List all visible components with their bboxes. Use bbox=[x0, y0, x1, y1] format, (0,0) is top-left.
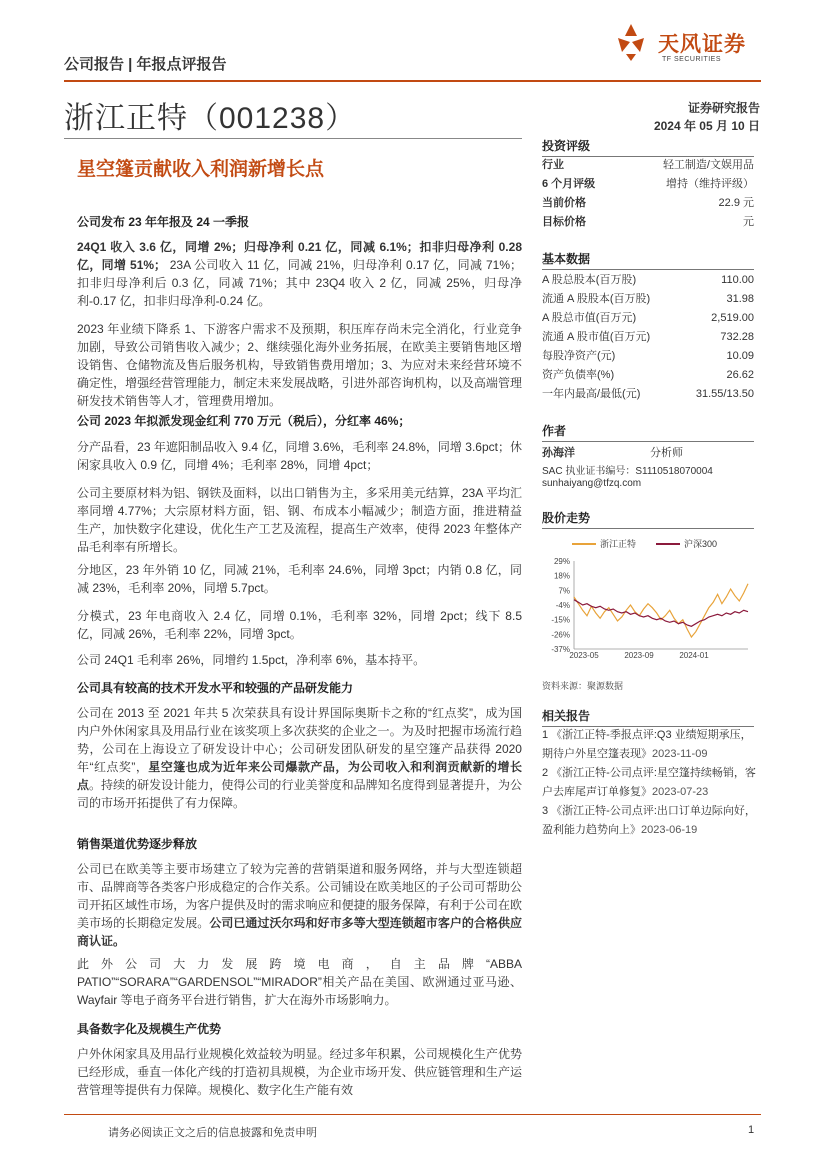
rating-row-industry: 行业 轻工制造/文娱用品 bbox=[542, 159, 754, 171]
paragraph-rnd-part2: 。持续的研发设计能力，使得公司的行业美誉度和品牌知名度得到显著提升，为公司的市场开拓提供了有力保障。 bbox=[77, 778, 522, 810]
report-type: 证券研究报告 bbox=[687, 101, 760, 115]
footer-disclaimer: 请务必阅读正文之后的信息披露和免责申明 bbox=[108, 1127, 317, 1139]
paragraph-channels-body: 公司已在欧美等主要市场建立了较为完善的营销渠道和服务网络，并与大型连锁超市、品牌商等各类客户形成稳定的合作关系。公司铺设在欧美地区的子公司可帮助公司开拓区域性市场，为客户提供及时的需求响应和便捷的服务保障，有利于公司在欧美市场的长期稳定发展。 bbox=[77, 862, 522, 930]
basic-data-heading: 基本数据 bbox=[542, 250, 754, 270]
paragraph-materials: 公司主要原材料为铝、钢铁及面料，以出口销售为主，多采用美元结算，23A 平均汇率同增 4.77%；大宗原材料方面，铝、钢、布成本小幅减少；制造方面，推进精益生产，加快数字化建设，优化生产工艺及流程，提高生产效率，使得 2023 年整体产品毛利率有所增长。 bbox=[77, 486, 522, 554]
author-block bbox=[542, 444, 754, 489]
tf-logo-icon bbox=[612, 22, 650, 62]
footer-divider bbox=[64, 1114, 761, 1115]
y-tick-label: 29% bbox=[553, 557, 570, 566]
y-tick-label: -4% bbox=[555, 601, 570, 610]
x-tick-label: 2024-01 bbox=[679, 651, 709, 660]
header-divider bbox=[64, 80, 761, 82]
section-heading-channels: 销售渠道优势逐步释放 bbox=[77, 837, 198, 851]
basic-row: A 股总市值(百万元) 2,519.00 bbox=[542, 312, 754, 324]
related-report-item[interactable]: 2 《浙江正特-公司点评:星空篷持续畅销，客户去库尾声订单修复》2023-07-23 bbox=[542, 767, 756, 798]
legend-label: 浙江正特 bbox=[600, 539, 637, 549]
section-heading-scale: 具备数字化及规模生产优势 bbox=[77, 1022, 222, 1036]
tf-securities-logo bbox=[612, 18, 762, 70]
y-tick-label: 18% bbox=[553, 571, 570, 581]
report-date: 2024 年 05 月 10 日 bbox=[653, 119, 760, 133]
price-chart-heading: 股价走势 bbox=[542, 509, 754, 529]
paragraph-rnd bbox=[77, 704, 522, 812]
report-breadcrumb: 公司报告 | 年报点评报告 bbox=[64, 56, 227, 73]
rating-row-target-price: 目标价格 元 bbox=[542, 216, 754, 228]
paragraph-rnd-highlight: 星空篷也成为近年来公司爆款产品，为公司收入和利润贡献新的增长点 bbox=[77, 760, 522, 792]
report-subtitle: 星空篷贡献收入利润新增长点 bbox=[77, 159, 325, 180]
page-number: 1 bbox=[748, 1124, 755, 1136]
paragraph-q1-margin: 公司 24Q1 毛利率 26%，同增约 1.5pct，净利率 6%，基本持平。 bbox=[77, 653, 426, 667]
company-title: 浙江正特（001238） bbox=[64, 102, 357, 135]
y-tick-label: -26% bbox=[551, 630, 570, 640]
rating-row-6m-rating: 6 个月评级 增持（维持评级） bbox=[542, 178, 754, 190]
basic-row: 一年内最高/最低(元) 31.55/13.50 bbox=[542, 388, 754, 400]
legend-label: 沪深300 bbox=[684, 539, 718, 549]
x-tick-label: 2023-09 bbox=[624, 651, 654, 660]
basic-data-table bbox=[542, 271, 754, 404]
basic-row: 资产负债率(%) 26.62 bbox=[542, 369, 754, 381]
paragraph-channels-highlight: 公司已通过沃尔玛和好市多等大型连锁超市客户的合格供应商认证。 bbox=[77, 916, 522, 948]
author-email[interactable]: sunhaiyang@tfzq.com bbox=[542, 478, 642, 489]
paragraph-cross-border: 此外公司大力发展跨境电商，自主品牌“ABBA PATIO”“SORARA”“GARDENSOL”“MIRADOR”相关产品在美国、欧洲通过亚马逊、Wayfair 等电子商务平台进行销售，扩大在海外市场影响力。 bbox=[77, 957, 522, 1007]
basic-row: 每股净资产(元) 10.09 bbox=[542, 350, 754, 362]
rating-table bbox=[542, 156, 754, 232]
paragraph-scale: 户外休闲家具及用品行业规模化效益较为明显。经过多年积累，公司规模化生产优势已经形成，垂直一体化产线的打造初具规模，为企业市场开发、供应链管理和生产运营管理等提供有力保障。规模化、数字化生产能有效 bbox=[77, 1047, 522, 1097]
related-reports-list bbox=[542, 726, 757, 840]
logo-english-name: TF SECURITIES bbox=[662, 56, 722, 63]
y-tick-label: -15% bbox=[551, 615, 570, 625]
y-tick-label: 7% bbox=[558, 586, 570, 596]
author-name: 孙海洋 bbox=[542, 447, 575, 459]
y-tick-label: -37% bbox=[551, 645, 570, 654]
paragraph-earnings-body: 23A 公司收入 11 亿，同减 21%，归母净利 0.17 亿，同减 71%；扣非归母净利后 0.3 亿，同减 71%；其中 23Q4 收入 2 亿，同减 25%，归母净利-0.17 亿，扣非归母净利-0.24 亿。 bbox=[77, 258, 522, 308]
section-heading-dividend: 公司 2023 年拟派发现金红利 770 万元（税后），分红率 46%； bbox=[77, 414, 411, 428]
paragraph-by-region: 分地区，23 年外销 10 亿，同减 21%，毛利率 24.6%，同增 3pct；内销 0.8 亿，同减 23%，毛利率 20%，同增 5.7pct。 bbox=[77, 563, 522, 595]
author-role: 分析师 bbox=[650, 447, 683, 459]
section-heading-earnings: 公司发布 23 年年报及 24 一季报 bbox=[77, 215, 250, 229]
paragraph-by-product: 分产品看，23 年遮阳制品收入 9.4 亿，同增 3.6%，毛利率 24.8%，同增 3.6pct；休闲家具收入 0.9 亿，同增 4%；毛利率 28%，同增 4pct； bbox=[77, 440, 522, 472]
rating-row-current-price: 当前价格 22.9 元 bbox=[542, 197, 754, 209]
related-report-item[interactable]: 1 《浙江正特-季报点评:Q3 业绩短期承压，期待户外星空篷表现》2023-11-09 bbox=[542, 729, 752, 760]
basic-row: A 股总股本(百万股) 110.00 bbox=[542, 274, 754, 286]
related-reports-heading: 相关报告 bbox=[542, 707, 754, 727]
price-trend-chart bbox=[540, 535, 756, 663]
rating-heading: 投资评级 bbox=[542, 137, 754, 157]
author-heading: 作者 bbox=[542, 422, 754, 442]
chart-source: 资料来源：聚源数据 bbox=[542, 681, 624, 691]
author-cert: SAC 执业证书编号：S1110518070004 bbox=[542, 466, 713, 477]
logo-chinese-name: 天风证券 bbox=[658, 33, 746, 56]
title-divider bbox=[64, 138, 522, 139]
paragraph-earnings-highlight: 24Q1 收入 3.6 亿，同增 2%；归母净利 0.21 亿，同减 6.1%；扣非归母净利 0.28 亿，同增 51%； bbox=[77, 240, 522, 272]
basic-row: 流通 A 股股本(百万股) 31.98 bbox=[542, 293, 754, 305]
related-report-item[interactable]: 3 《浙江正特-公司点评:出口订单边际向好，盈利能力趋势向上》2023-06-19 bbox=[542, 805, 756, 836]
paragraph-channels bbox=[77, 860, 522, 950]
basic-row: 流通 A 股市值(百万元) 732.28 bbox=[542, 331, 754, 343]
paragraph-decline-reasons: 2023 年业绩下降系 1、下游客户需求不及预期，积压库存尚未完全消化，行业竞争加剧，导致公司销售收入减少；2、继续强化海外业务拓展，在欧美主要销售地区增设销售、仓储物流及售后服务机构，导致销售费用增加；3、为应对未来经营环境不确定性，增强经营管理能力，制定未来发展战略，引进外部咨询机构，以及高端管理研发技术销售等人才，管理费用增加。 bbox=[77, 322, 522, 408]
paragraph-rnd-part1: 公司在 2013 至 2021 年共 5 次荣获具有设计界国际奥斯卡之称的“红点奖”，成为国内户外休闲家具及用品行业在该奖项上多次获奖的企业之一。为及时把握市场流行趋势，公司在上海设立了研发设计中心；公司研发团队研发的星空篷产品获得 2020 年“红点奖”， bbox=[77, 706, 522, 774]
paragraph-earnings bbox=[77, 238, 522, 310]
series-line bbox=[574, 584, 748, 637]
paragraph-by-channel: 分模式，23 年电商收入 2.4 亿，同增 0.1%，毛利率 32%，同增 2pct；线下 8.5 亿，同减 26%，毛利率 22%，同增 3pct。 bbox=[77, 609, 522, 641]
section-heading-rnd: 公司具有较高的技术开发水平和较强的产品研发能力 bbox=[77, 681, 354, 695]
x-tick-label: 2023-05 bbox=[569, 651, 599, 660]
